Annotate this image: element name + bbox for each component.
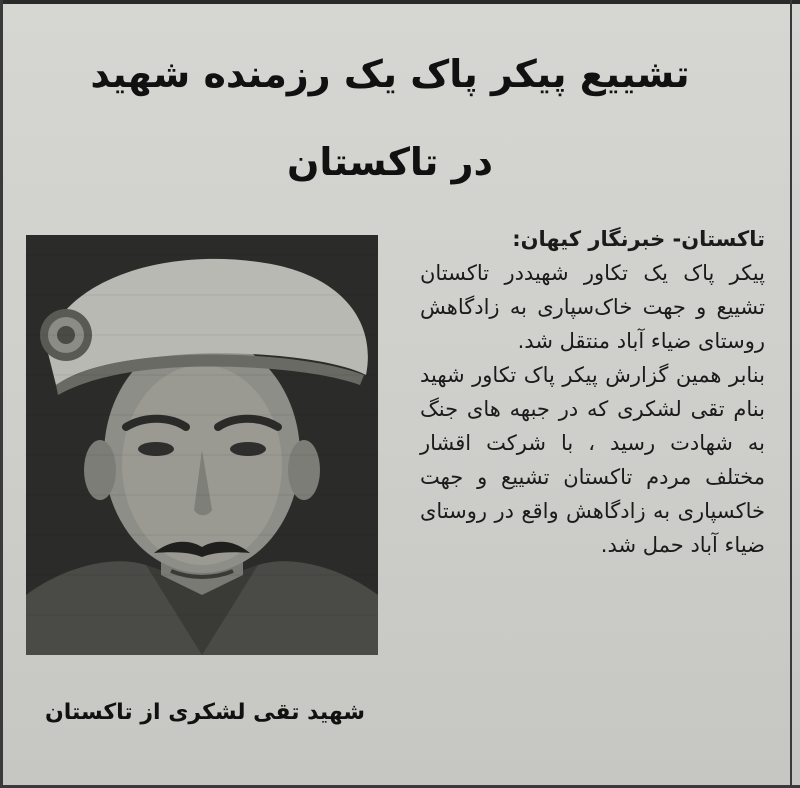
right-border-rule: [790, 0, 792, 788]
left-border-rule: [0, 0, 3, 788]
article-dateline: تاکستان- خبرنگار کیهان:: [512, 227, 765, 251]
article-paragraph-1: پیکر پاک یک تکاور شهیددر تاکستان تشییع و جهت خاک‌سپاری به زادگاهش روستای ضیاء آباد منتقل شد.: [420, 261, 765, 353]
headline-line-1: تشییع پیکر پاک یک رزمنده شهید: [90, 52, 690, 96]
headline-line-2: در تاکستان: [286, 140, 494, 184]
photo-caption: شهید تقی لشکری از تاکستان: [44, 700, 366, 725]
top-border-rule: [0, 0, 800, 4]
soldier-portrait-photo: [26, 235, 378, 655]
article-paragraph-2: بنابر همین گزارش پیکر پاک تکاور شهید بنام تقی لشکری که در جبهه های جنگ به شهادت رسید ، با شرکت اقشار مختلف مردم تاکستان تشییع و جهت خاکسپاری به زادگاهش واقع در روستای ضیاء آباد حمل شد.: [420, 363, 765, 557]
article-body: [420, 222, 765, 562]
